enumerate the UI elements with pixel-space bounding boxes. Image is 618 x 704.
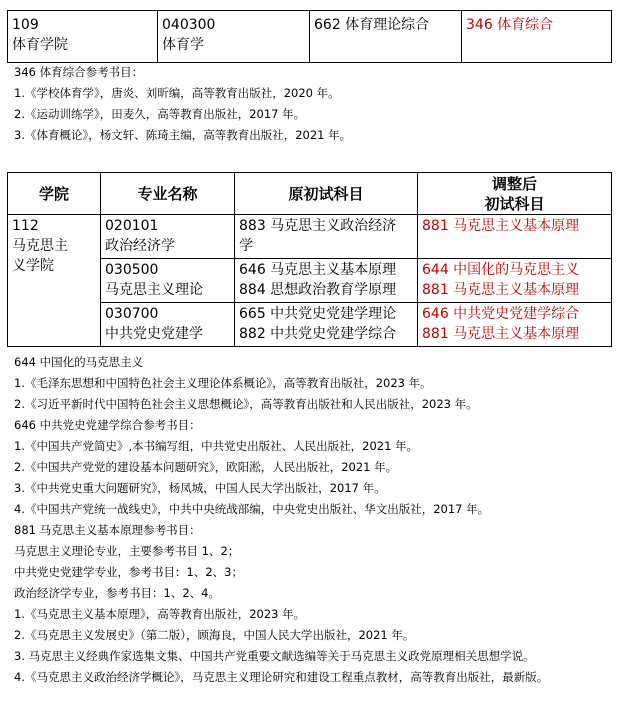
table-header-row xyxy=(8,173,612,215)
notes-heading: 881 马克思主义基本原理参考书目： xyxy=(14,523,201,537)
adjusted-subject-cell: 644 中国化的马克思主义 881 马克思主义基本原理 xyxy=(418,259,612,303)
college-name: 马克思主 xyxy=(12,238,68,254)
list-item: 4.《马克思主义政治经济学概论》，马克思主义理论研究和建设工程重点教材，高等教育出版社，最新版。 xyxy=(14,670,549,684)
list-item: 4.《中国共产党统一战线史》，中共中央统战部编，中央党史出版社、华文出版社，2017 年。 xyxy=(14,502,490,516)
college-code: 112 xyxy=(12,218,39,234)
table-row xyxy=(8,215,612,259)
major-cell: 020101 政治经济学 xyxy=(101,215,235,259)
list-item: 中共党史党建学专业，参考书目：1、2、3； xyxy=(14,565,243,579)
original-subject-cell: 662 体育理论综合 xyxy=(310,11,462,63)
notes-heading: 646 中共党史党建学综合参考书目： xyxy=(14,418,201,432)
college-cell xyxy=(8,11,158,63)
notes-sports xyxy=(14,62,351,146)
original-subject-cell: 646 马克思主义基本原理 884 思想政治教育学原理 xyxy=(235,259,418,303)
list-item: 政治经济学专业，参考书目：1、2、4。 xyxy=(14,586,220,600)
college-cell xyxy=(8,215,101,347)
original-subject-cell: 665 中共党史党建学理论 882 中共党史党建学综合 xyxy=(235,303,418,347)
notes-heading: 644 中国化的马克思主义 xyxy=(14,355,144,369)
college-name: 义学院 xyxy=(12,258,54,274)
list-item: 1.《毛泽东思想和中国特色社会主义理论体系概论》，高等教育出版社，2023 年。 xyxy=(14,376,432,390)
major-cell: 030700 中共党史党建学 xyxy=(101,303,235,347)
list-item: 3.《体育概论》，杨文轩、陈琦主编，高等教育出版社，2021 年。 xyxy=(14,128,352,142)
list-item: 3.《中共党史重大问题研究》，杨凤城，中国人民大学出版社，2017 年。 xyxy=(14,481,386,495)
notes-marxism xyxy=(14,352,548,688)
header-adjusted: 调整后 初试科目 xyxy=(418,173,612,215)
header-college: 学院 xyxy=(8,173,101,215)
list-item: 1.《马克思主义基本原理》，高等教育出版社，2023 年。 xyxy=(14,607,306,621)
adjusted-subject-cell: 346 体育综合 xyxy=(462,11,612,63)
list-item: 1.《学校体育学》，唐炎、刘昕编，高等教育出版社，2020 年。 xyxy=(14,86,340,100)
list-item: 马克思主义理论专业，主要参考书目 1、2； xyxy=(14,544,240,558)
major-code: 040300 xyxy=(162,17,216,33)
list-item: 3. 马克思主义经典作家选集文集、中国共产党重要文献选编等关于马克思主义政党原理相关思想学说。 xyxy=(14,649,535,663)
major-cell xyxy=(158,11,310,63)
list-item: 2.《中国共产党党的建设基本问题研究》，欧阳淞，人民出版社，2021 年。 xyxy=(14,460,398,474)
list-item: 2.《习近平新时代中国特色社会主义思想概论》，高等教育出版社和人民出版社，2023 年。 xyxy=(14,397,478,411)
table-row xyxy=(8,11,612,63)
college-code: 109 xyxy=(12,17,39,33)
header-major: 专业名称 xyxy=(101,173,235,215)
header-original: 原初试科目 xyxy=(235,173,418,215)
adjusted-subject-cell: 646 中共党史党建学综合 881 马克思主义基本原理 xyxy=(418,303,612,347)
table-marxism-college xyxy=(7,172,612,347)
major-cell: 030500 马克思主义理论 xyxy=(101,259,235,303)
list-item: 2.《马克思主义发展史》（第二版），顾海良，中国人民大学出版社，2021 年。 xyxy=(14,628,415,642)
table-sports-college xyxy=(7,10,612,63)
list-item: 2.《运动训练学》，田麦久，高等教育出版社，2017 年。 xyxy=(14,107,306,121)
major-name: 体育学 xyxy=(162,37,204,53)
college-name: 体育学院 xyxy=(12,37,68,53)
list-item: 1.《中国共产党简史》,本书编写组，中共党史出版社、人民出版社，2021 年。 xyxy=(14,439,419,453)
original-subject-cell: 883 马克思主义政治经济 学 xyxy=(235,215,418,259)
notes-heading: 346 体育综合参考书目： xyxy=(14,65,144,79)
adjusted-subject-cell: 881 马克思主义基本原理 xyxy=(418,215,612,259)
